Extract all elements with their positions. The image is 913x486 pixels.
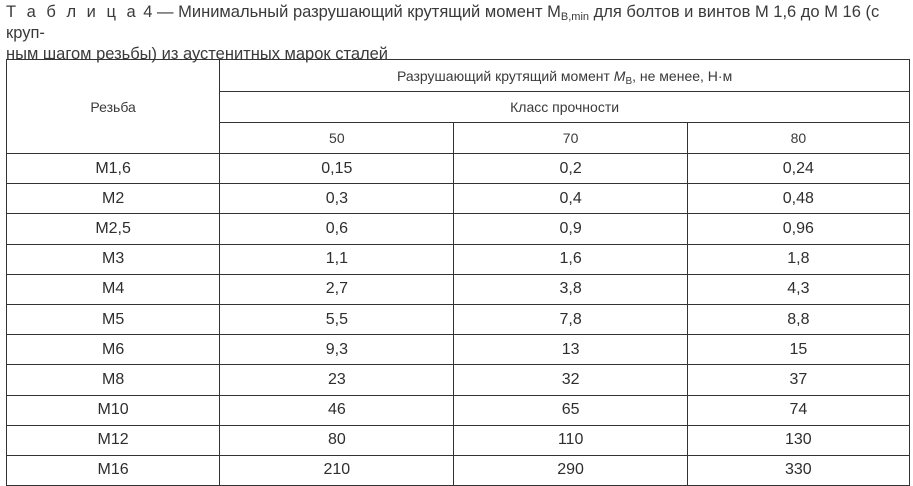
value-cell-50: 46	[220, 395, 454, 425]
value-cell-50: 2,7	[220, 274, 454, 304]
thread-cell: M1,6	[7, 154, 220, 184]
value-cell-70: 0,2	[454, 154, 687, 184]
table-header	[7, 60, 910, 154]
caption-line2: ным шагом резьбы) из аустенитных марок сталей	[6, 45, 389, 63]
class-header-70: 70	[454, 123, 687, 154]
table-row	[7, 455, 910, 485]
value-cell-50: 1,1	[220, 244, 454, 274]
table-row	[7, 304, 910, 334]
table-body	[7, 154, 910, 486]
caption-text-after: для болтов и винтов M 1,6 до M 16 (с круп-	[6, 3, 880, 42]
table-row	[7, 154, 910, 184]
value-cell-80: 37	[687, 365, 909, 395]
value-cell-70: 0,9	[454, 214, 687, 244]
thread-cell: M4	[7, 274, 220, 304]
value-cell-50: 5,5	[220, 304, 454, 334]
thread-cell: M12	[7, 425, 220, 455]
value-cell-80: 4,3	[687, 274, 909, 304]
table-row	[7, 365, 910, 395]
value-cell-80: 0,24	[687, 154, 909, 184]
value-cell-50: 80	[220, 425, 454, 455]
value-cell-70: 7,8	[454, 304, 687, 334]
table-caption	[6, 2, 911, 65]
class-header-50: 50	[220, 123, 454, 154]
table-row	[7, 244, 910, 274]
value-cell-80: 0,96	[687, 214, 909, 244]
value-cell-70: 0,4	[454, 184, 687, 214]
caption-text-before: — Минимальный разрушающий крутящий момент M	[152, 3, 561, 21]
value-cell-80: 8,8	[687, 304, 909, 334]
value-cell-50: 23	[220, 365, 454, 395]
torque-header-after: , не менее, Н·м	[632, 67, 733, 84]
value-cell-80: 0,48	[687, 184, 909, 214]
value-cell-50: 210	[220, 455, 454, 485]
value-cell-70: 3,8	[454, 274, 687, 304]
table-row	[7, 335, 910, 365]
table-row	[7, 214, 910, 244]
value-cell-70: 1,6	[454, 244, 687, 274]
value-cell-70: 65	[454, 395, 687, 425]
thread-cell: M3	[7, 244, 220, 274]
thread-cell: M8	[7, 365, 220, 395]
value-cell-50: 0,3	[220, 184, 454, 214]
value-cell-70: 110	[454, 425, 687, 455]
value-cell-80: 130	[687, 425, 909, 455]
thread-cell: M2	[7, 184, 220, 214]
thread-cell: M16	[7, 455, 220, 485]
value-cell-50: 0,15	[220, 154, 454, 184]
value-cell-50: 9,3	[220, 335, 454, 365]
thread-header: Резьба	[7, 60, 220, 154]
value-cell-70: 32	[454, 365, 687, 395]
thread-cell: M6	[7, 335, 220, 365]
value-cell-70: 290	[454, 455, 687, 485]
table-row	[7, 395, 910, 425]
value-cell-50: 0,6	[220, 214, 454, 244]
strength-class-header: Класс прочности	[220, 92, 910, 123]
table-row	[7, 425, 910, 455]
value-cell-70: 13	[454, 335, 687, 365]
value-cell-80: 1,8	[687, 244, 909, 274]
class-header-80: 80	[687, 123, 909, 154]
caption-subscript: B,min	[560, 11, 590, 23]
thread-cell: M2,5	[7, 214, 220, 244]
torque-header-subscript: B	[625, 75, 633, 87]
value-cell-80: 74	[687, 395, 909, 425]
torque-table	[6, 59, 910, 486]
torque-header	[220, 60, 910, 92]
value-cell-80: 330	[687, 455, 909, 485]
table-row	[7, 274, 910, 304]
table-row	[7, 184, 910, 214]
value-cell-80: 15	[687, 335, 909, 365]
thread-cell: M5	[7, 304, 220, 334]
thread-cell: M10	[7, 395, 220, 425]
torque-header-before: Разрушающий крутящий момент	[397, 67, 614, 84]
caption-number: 4	[143, 3, 153, 21]
torque-header-symbol: M	[613, 67, 626, 84]
caption-label: Т а б л и ц а	[6, 3, 139, 21]
